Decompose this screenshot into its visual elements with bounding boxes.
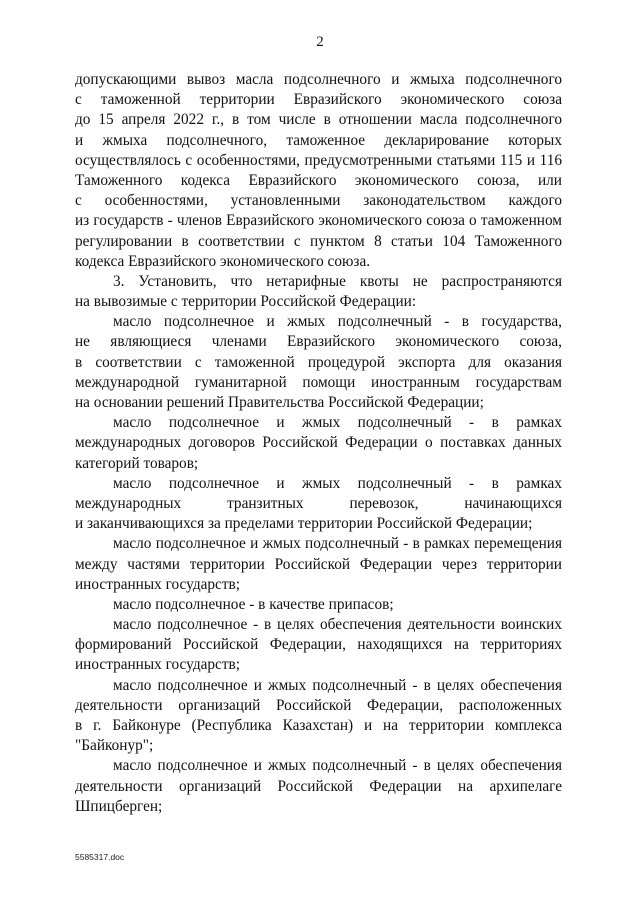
text-line: масло подсолнечное и жмых подсолнечный - в рамках [113, 474, 562, 492]
text-line: регулировании в соответствии с пунктом 8 статьи 104 Таможенного [75, 232, 562, 250]
text-line: "Байконур"; [75, 737, 154, 755]
text-line: между частями территории Российской Федерации через территории [75, 555, 562, 573]
text-line: на вывозимые с территории Российской Федерации: [75, 293, 417, 311]
text-line: и заканчивающихся за пределами территории Российской Федерации; [75, 515, 533, 533]
text-line: с таможенной территории Евразийского экономического союза [75, 91, 562, 109]
text-line: масло подсолнечное и жмых подсолнечный - в целях обеспечения [113, 676, 562, 694]
text-line: деятельности организаций Российской Федерации на архипелаге [75, 777, 562, 795]
text-line: Шпицберген; [75, 797, 163, 815]
text-line: допускающими вывоз масла подсолнечного и жмыха подсолнечного [75, 71, 562, 88]
text-line: деятельности организаций Российской Федерации, расположенных [75, 696, 562, 714]
text-line: из государств - членов Евразийского экономического союза о таможенном [75, 212, 562, 230]
text-line: международных транзитных перевозок, начинающихся [75, 494, 562, 512]
document-body [75, 70, 562, 817]
text-line: на основании решений Правительства Российской Федерации; [75, 394, 484, 411]
text-line: международной гуманитарной помощи иностранным государствам [75, 373, 562, 391]
text-line: в соответствии с таможенной процедурой экспорта для оказания [75, 353, 562, 371]
text-line: иностранных государств; [75, 656, 240, 674]
text-line: формирований Российской Федерации, находящихся на территориях [75, 636, 562, 654]
text-line: иностранных государств; [75, 575, 240, 593]
text-line: осуществлялось с особенностями, предусмотренными статьями 115 и 116 [75, 151, 562, 169]
footer-filename: 5585317.doc [75, 852, 125, 862]
text-line: категорий товаров; [75, 454, 199, 472]
text-line: масло подсолнечное и жмых подсолнечный - в рамках [113, 414, 562, 432]
text-line: 3. Установить, что нетарифные квоты не распространяются [113, 272, 562, 290]
page-number: 2 [316, 34, 324, 50]
text-line: масло подсолнечное - в качестве припасов; [113, 595, 394, 613]
text-line: масло подсолнечное и жмых подсолнечный - в рамках перемещения [113, 535, 562, 553]
text-line: масло подсолнечное и жмых подсолнечный - в целях обеспечения [113, 757, 562, 775]
text-line: международных договоров Российской Федерации о поставках данных [75, 434, 562, 452]
text-line: не являющиеся членами Евразийского экономического союза, [75, 333, 562, 351]
text-line: в г. Байконуре (Республика Казахстан) и на территории комплекса [75, 717, 562, 734]
text-line: и жмыха подсолнечного, таможенное декларирование которых [75, 131, 562, 149]
text-line: масло подсолнечное - в целях обеспечения деятельности воинских [113, 616, 562, 634]
text-line: кодекса Евразийского экономического союза. [75, 252, 371, 270]
text-line: до 15 апреля 2022 г., в том числе в отношении масла подсолнечного [75, 111, 562, 129]
text-line: Таможенного кодекса Евразийского экономического союза, или [75, 171, 562, 189]
text-line: масло подсолнечное и жмых подсолнечный - в государства, [113, 313, 562, 331]
text-line: с особенностями, установленными законодательством каждого [75, 192, 562, 210]
